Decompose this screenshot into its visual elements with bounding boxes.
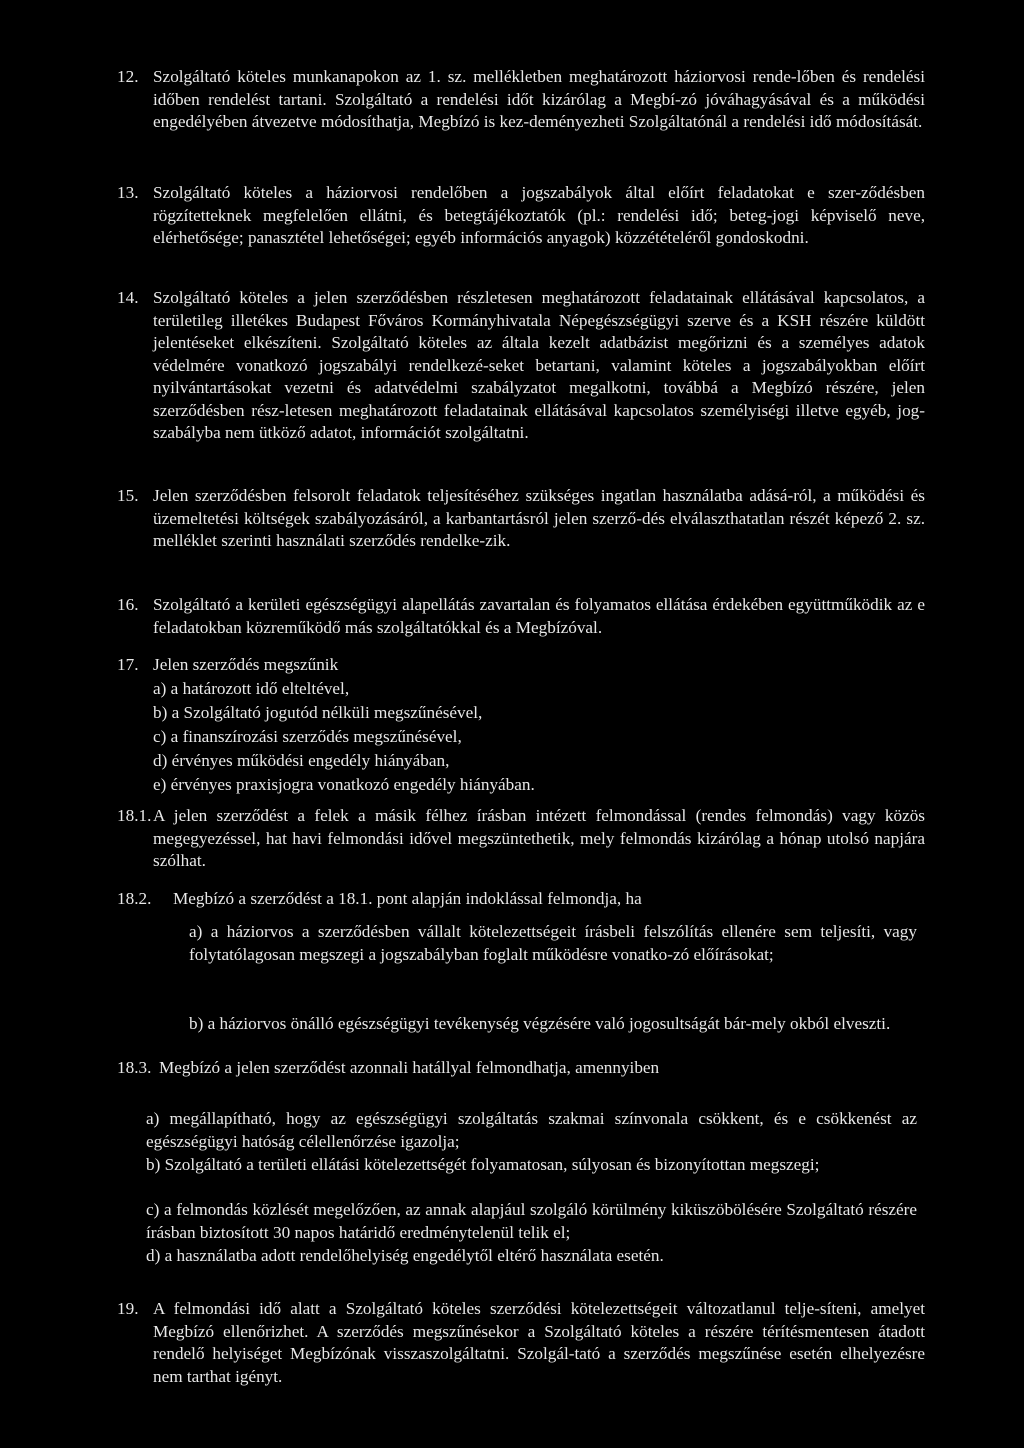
clause-18-3-b: b) Szolgáltató a területi ellátási kötelezettségét folyamatosan, súlyosan és bizonyítottan megszegi; — [146, 1155, 820, 1174]
paragraph-text: Jelen szerződésben felsorolt feladatok teljesítéséhez szükséges ingatlan használatba adásá-ról, a működési és üzemeltetési költségek szabályozásáról, a karbantartásról jelen szerző-dés elválaszthatatlan részét képező 2. sz. melléklet szerinti használati szerződés rendelke-zik. — [153, 486, 925, 550]
paragraph-text: A jelen szerződést a felek a másik félhez írásban intézett felmondással (rendes felmondás) vagy közös megegyezéssel, hat havi felmondási idővel megszüntethetik, mely felmondás kizárólag a hónap utolsó napjára szólhat. — [153, 806, 925, 870]
clause-18-3-a: a) megállapítható, hogy az egészségügyi szolgáltatás szakmai színvonala csökkent, és e csökkenést az egészségügyi hatóság célellenőrzése igazolja; — [146, 1109, 917, 1151]
paragraph-text: A felmondási idő alatt a Szolgáltató köteles szerződési kötelezettségeit változatlanul telje-síteni, amelyet Megbízó ellenőrizhet. A szerződés megszűnésekor a Szolgáltató köteles a részére térítésmentesen átadott rendelő helyiséget Megbízónak visszaszolgáltatni. Szolgál-tató a szerződés megszűnése esetén elhelyezésre nem tarthat igényt. — [153, 1299, 925, 1386]
paragraph-number: 18.3. — [117, 1058, 152, 1077]
paragraph-13 — [117, 182, 925, 250]
list-item: e) érvényes praxisjogra vonatkozó engedély hiányában. — [153, 775, 535, 794]
paragraph-18-1 — [117, 805, 925, 873]
paragraph-16 — [117, 594, 925, 639]
paragraph-number: 14. — [117, 288, 139, 307]
list-item: a) a határozott idő elteltével, — [153, 679, 350, 698]
paragraph-intro: Jelen szerződés megszűnik — [153, 655, 339, 674]
clause-18-3-c: c) a felmondás közlését megelőzően, az annak alapjául szolgáló körülmény kiküszöbölésére Szolgáltató részére írásban biztosított 30 napos határidő eredménytelenül telik el; — [146, 1200, 917, 1242]
paragraph-number: 13. — [117, 183, 139, 202]
paragraph-14 — [117, 287, 925, 445]
paragraph-text: Szolgáltató köteles a háziorvosi rendelőben a jogszabályok által előírt feladatokat e szer-ződésben rögzítetteknek megfelelően ellátni, és betegtájékoztatók (pl.: rendelési idő; beteg-jogi képviselő neve, elérhetősége; panasztétel lehetőségei; egyéb információs anyagok) közzétételéről gondoskodni. — [153, 183, 925, 247]
paragraph-number: 16. — [117, 595, 139, 614]
paragraph-text: Szolgáltató köteles munkanapokon az 1. sz. mellékletben meghatározott háziorvosi rende-lőben és rendelési időben rendelést tartani. Szolgáltató a rendelési időt kizárólag a Megbí-zó jóváhagyásával és a működési engedélyében átvezetve módosíthatja, Megbízó is kez-deményezheti Szolgáltatónál a rendelési idő módosítását. — [153, 67, 925, 131]
clause-18-3-d: d) a használatba adott rendelőhelyiség engedélytől eltérő használata esetén. — [146, 1246, 664, 1265]
paragraph-intro: Megbízó a szerződést a 18.1. pont alapján indoklással felmondja, ha — [173, 889, 642, 908]
clause-18-2-a: a) a háziorvos a szerződésben vállalt kötelezettségeit írásbeli felszólítás ellenére sem teljesíti, vagy folytatólagosan megszegi a jogszabályban foglalt működésre vonatko-zó előírásokat; — [189, 922, 917, 964]
paragraph-number: 15. — [117, 486, 139, 505]
paragraph-text: Szolgáltató a kerületi egészségügyi alapellátás zavartalan és folyamatos ellátása érdekében együttműködik az e feladatokban közreműködő más szolgáltatókkal és a Megbízóval. — [153, 595, 925, 637]
paragraph-number: 17. — [117, 655, 139, 674]
paragraph-15 — [117, 485, 925, 553]
paragraph-19 — [117, 1298, 925, 1388]
paragraph-intro: Megbízó a jelen szerződést azonnali hatállyal felmondhatja, amennyiben — [159, 1058, 660, 1077]
paragraph-number: 18.2. — [117, 889, 152, 908]
paragraph-number: 12. — [117, 67, 139, 86]
clause-18-2-b: b) a háziorvos önálló egészségügyi tevékenység végzésére való jogosultságát bár-mely okból elveszti. — [189, 1014, 891, 1033]
list-item: d) érvényes működési engedély hiányában, — [153, 751, 450, 770]
paragraph-17 — [117, 654, 925, 797]
paragraph-12 — [117, 66, 925, 134]
list-item: b) a Szolgáltató jogutód nélküli megszűnésével, — [153, 703, 483, 722]
list-item: c) a finanszírozási szerződés megszűnésével, — [153, 727, 462, 746]
paragraph-number: 19. — [117, 1299, 139, 1318]
paragraph-number: 18.1. — [117, 806, 152, 825]
paragraph-text: Szolgáltató köteles a jelen szerződésben részletesen meghatározott feladatainak ellátásával kapcsolatos, a területileg illetékes Budapest Főváros Kormányhivatala Népegészségügyi szerve és a KSH részére küldött jelentéseket elkészíteni. Szolgáltató köteles az általa kezelt adatbázist megőrizni és a személyes adatok védelmére vonatkozó jogszabályi rendelkezé-seket betartani, valamint köteles a jogszabályokban előírt nyilvántartásokat vezetni és adatvédelmi szabályzatot megalkotni, továbbá a Megbízó részére, jelen szerződésben rész-letesen meghatározott feladatainak ellátásával kapcsolatos személyiségi illetve egyéb, jog-szabályba nem ütköző adatot, információt szolgáltatni. — [153, 288, 925, 442]
paragraph-17-body — [153, 654, 925, 797]
